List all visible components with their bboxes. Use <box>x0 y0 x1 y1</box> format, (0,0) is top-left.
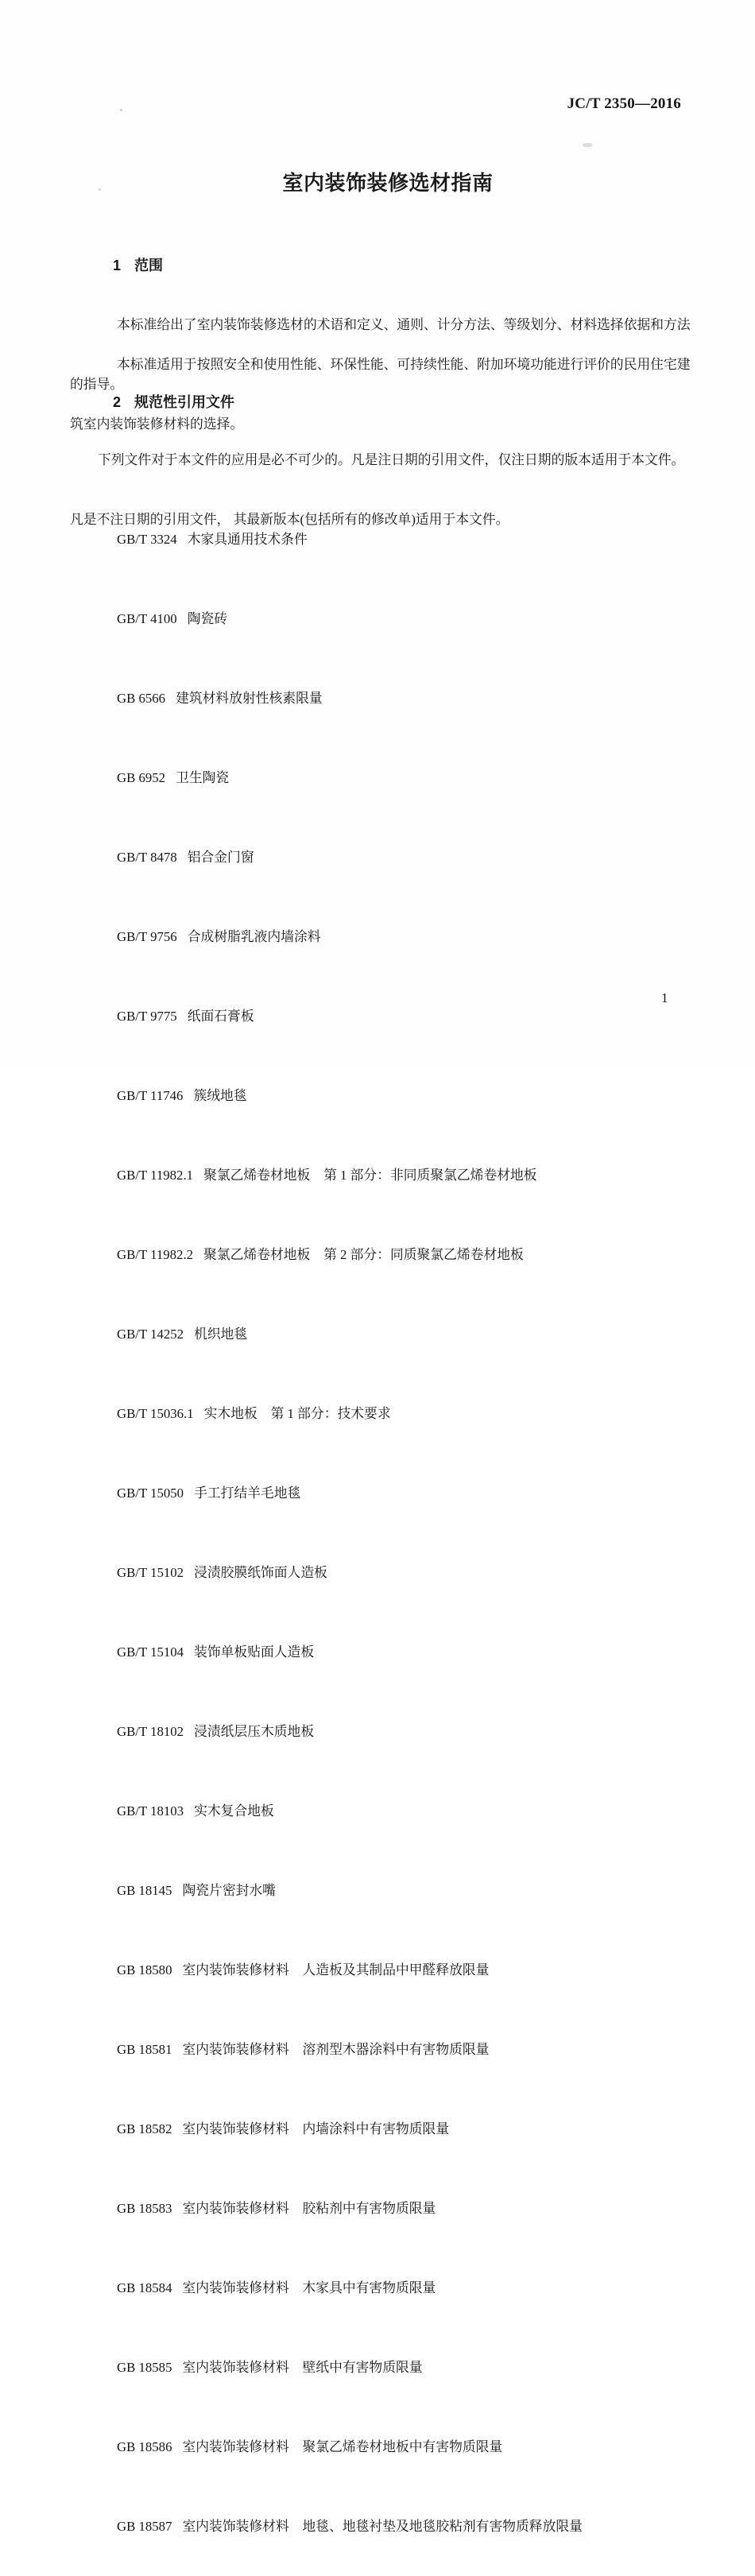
reference-item <box>117 2198 583 2218</box>
reference-code: GB 6566 <box>117 691 166 706</box>
reference-item <box>117 1165 583 1185</box>
reference-item <box>117 1801 583 1821</box>
reference-title: 浸渍胶膜纸饰面人造板 <box>194 1565 327 1580</box>
reference-title: 室内装饰装修材料 内墙涂料中有害物质限量 <box>182 2121 450 2136</box>
reference-item <box>117 688 583 708</box>
reference-code: GB 6952 <box>117 770 166 785</box>
reference-title: 陶瓷片密封水嘴 <box>182 1883 276 1898</box>
reference-code: GB 18581 <box>117 2042 172 2057</box>
reference-item <box>117 927 583 947</box>
paragraph-line: 下列文件对于本文件的应用是必不可少的。凡是注日期的引用文件，仅注日期的版本适用于本文件。 <box>98 452 685 467</box>
reference-item <box>117 1722 583 1741</box>
reference-item <box>117 1324 583 1344</box>
paragraph-line: 本标准适用于按照安全和使用性能、环保性能、可持续性能、附加环境功能进行评价的民用住宅建 <box>117 357 691 372</box>
reference-code: GB/T 3324 <box>117 532 177 547</box>
reference-code: GB 18145 <box>117 1883 172 1898</box>
reference-title: 聚氯乙烯卷材地板 第 1 部分：非同质聚氯乙烯卷材地板 <box>203 1168 537 1183</box>
reference-title: 室内装饰装修材料 地毯、地毯衬垫及地毯胶粘剂有害物质释放限量 <box>182 2519 583 2534</box>
paragraph-line: 筑室内装饰装修材料的选择。 <box>70 416 244 432</box>
standard-number: JC/T 2350—2016 <box>567 95 681 112</box>
reference-item <box>117 1960 583 1980</box>
reference-item <box>117 2437 583 2457</box>
reference-list <box>117 450 583 2576</box>
reference-title: 室内装饰装修材料 胶粘剂中有害物质限量 <box>182 2201 436 2216</box>
reference-item <box>117 529 583 549</box>
reference-code: GB/T 18102 <box>117 1724 184 1739</box>
section-number: 1 <box>113 258 122 273</box>
reference-title: 室内装饰装修材料 木家具中有害物质限量 <box>182 2280 436 2295</box>
paragraph-line: 凡是不注日期的引用文件， 其最新版本(包括所有的修改单)适用于本文件。 <box>70 512 509 527</box>
reference-title: 卫生陶瓷 <box>176 770 230 785</box>
reference-title: 实木地板 第 1 部分：技术要求 <box>203 1406 391 1421</box>
reference-title: 机织地毯 <box>194 1327 248 1342</box>
reference-item <box>117 768 583 788</box>
reference-title: 室内装饰装修材料 人造板及其制品中甲醛释放限量 <box>182 1962 490 1978</box>
reference-code: GB 18585 <box>117 2360 172 2375</box>
reference-item <box>117 609 583 629</box>
section-title: 范围 <box>134 258 164 273</box>
reference-title: 纸面石膏板 <box>187 1009 254 1024</box>
reference-title: 室内装饰装修材料 溶剂型木器涂料中有害物质限量 <box>182 2042 490 2057</box>
reference-item <box>117 1245 583 1265</box>
scan-artifact <box>120 109 122 111</box>
reference-code: GB/T 15102 <box>117 1565 184 1580</box>
reference-title: 装饰单板贴面人造板 <box>194 1644 315 1660</box>
reference-item <box>117 1404 583 1424</box>
reference-title: 合成树脂乳液内墙涂料 <box>187 929 321 944</box>
reference-code: GB/T 11746 <box>117 1088 184 1103</box>
reference-title: 实木复合地板 <box>194 1803 274 1819</box>
reference-title: 建筑材料放射性核素限量 <box>176 691 323 706</box>
reference-item <box>117 2516 583 2536</box>
reference-title: 聚氯乙烯卷材地板 第 2 部分：同质聚氯乙烯卷材地板 <box>203 1247 524 1262</box>
reference-item <box>117 1006 583 1026</box>
reference-code: GB/T 18103 <box>117 1803 184 1819</box>
reference-item <box>117 1563 583 1582</box>
reference-code: GB 18584 <box>117 2280 172 2295</box>
reference-title: 手工打结羊毛地毯 <box>194 1486 301 1501</box>
scan-artifact <box>583 143 592 147</box>
reference-code: GB 18586 <box>117 2439 172 2454</box>
paragraph-line: 本标准给出了室内装饰装修选材的术语和定义、通则、计分方法、等级划分、材料选择依据和方法 <box>117 317 691 332</box>
reference-item <box>117 2357 583 2377</box>
document-title: 室内装饰装修选材指南 <box>282 171 494 195</box>
reference-code: GB/T 15036.1 <box>117 1406 194 1421</box>
reference-item <box>117 1642 583 1662</box>
reference-code: GB 18583 <box>117 2201 172 2216</box>
reference-item <box>117 847 583 867</box>
reference-item <box>117 2278 583 2298</box>
reference-item <box>117 2039 583 2059</box>
section-number: 2 <box>113 394 122 410</box>
reference-item <box>117 1086 583 1106</box>
reference-title: 木家具通用技术条件 <box>187 532 308 547</box>
reference-title: 簇绒地毯 <box>193 1088 247 1103</box>
reference-code: GB 18582 <box>117 2121 172 2136</box>
reference-title: 铝合金门窗 <box>187 850 254 865</box>
reference-item <box>117 1881 583 1900</box>
reference-code: GB/T 8478 <box>117 850 177 865</box>
reference-code: GB/T 15104 <box>117 1644 184 1660</box>
page-number: 1 <box>661 990 668 1005</box>
scan-artifact <box>99 188 101 191</box>
reference-code: GB 18580 <box>117 1962 172 1978</box>
reference-code: GB/T 9756 <box>117 929 177 944</box>
reference-code: GB/T 11982.1 <box>117 1168 194 1183</box>
reference-title: 陶瓷砖 <box>187 611 228 626</box>
reference-title: 浸渍纸层压木质地板 <box>194 1724 315 1739</box>
reference-code: GB/T 9775 <box>117 1009 177 1024</box>
reference-code: GB/T 4100 <box>117 611 177 626</box>
paragraph-line: 的指导。 <box>70 377 124 392</box>
reference-code: GB/T 11982.2 <box>117 1247 194 1262</box>
reference-title: 室内装饰装修材料 壁纸中有害物质限量 <box>182 2360 423 2375</box>
reference-title: 室内装饰装修材料 聚氯乙烯卷材地板中有害物质限量 <box>182 2439 503 2454</box>
reference-code: GB 18587 <box>117 2519 172 2534</box>
reference-item <box>117 2119 583 2139</box>
reference-code: GB/T 14252 <box>117 1327 184 1342</box>
section-title: 规范性引用文件 <box>134 394 235 410</box>
reference-code: GB/T 15050 <box>117 1486 184 1501</box>
reference-item <box>117 1483 583 1503</box>
